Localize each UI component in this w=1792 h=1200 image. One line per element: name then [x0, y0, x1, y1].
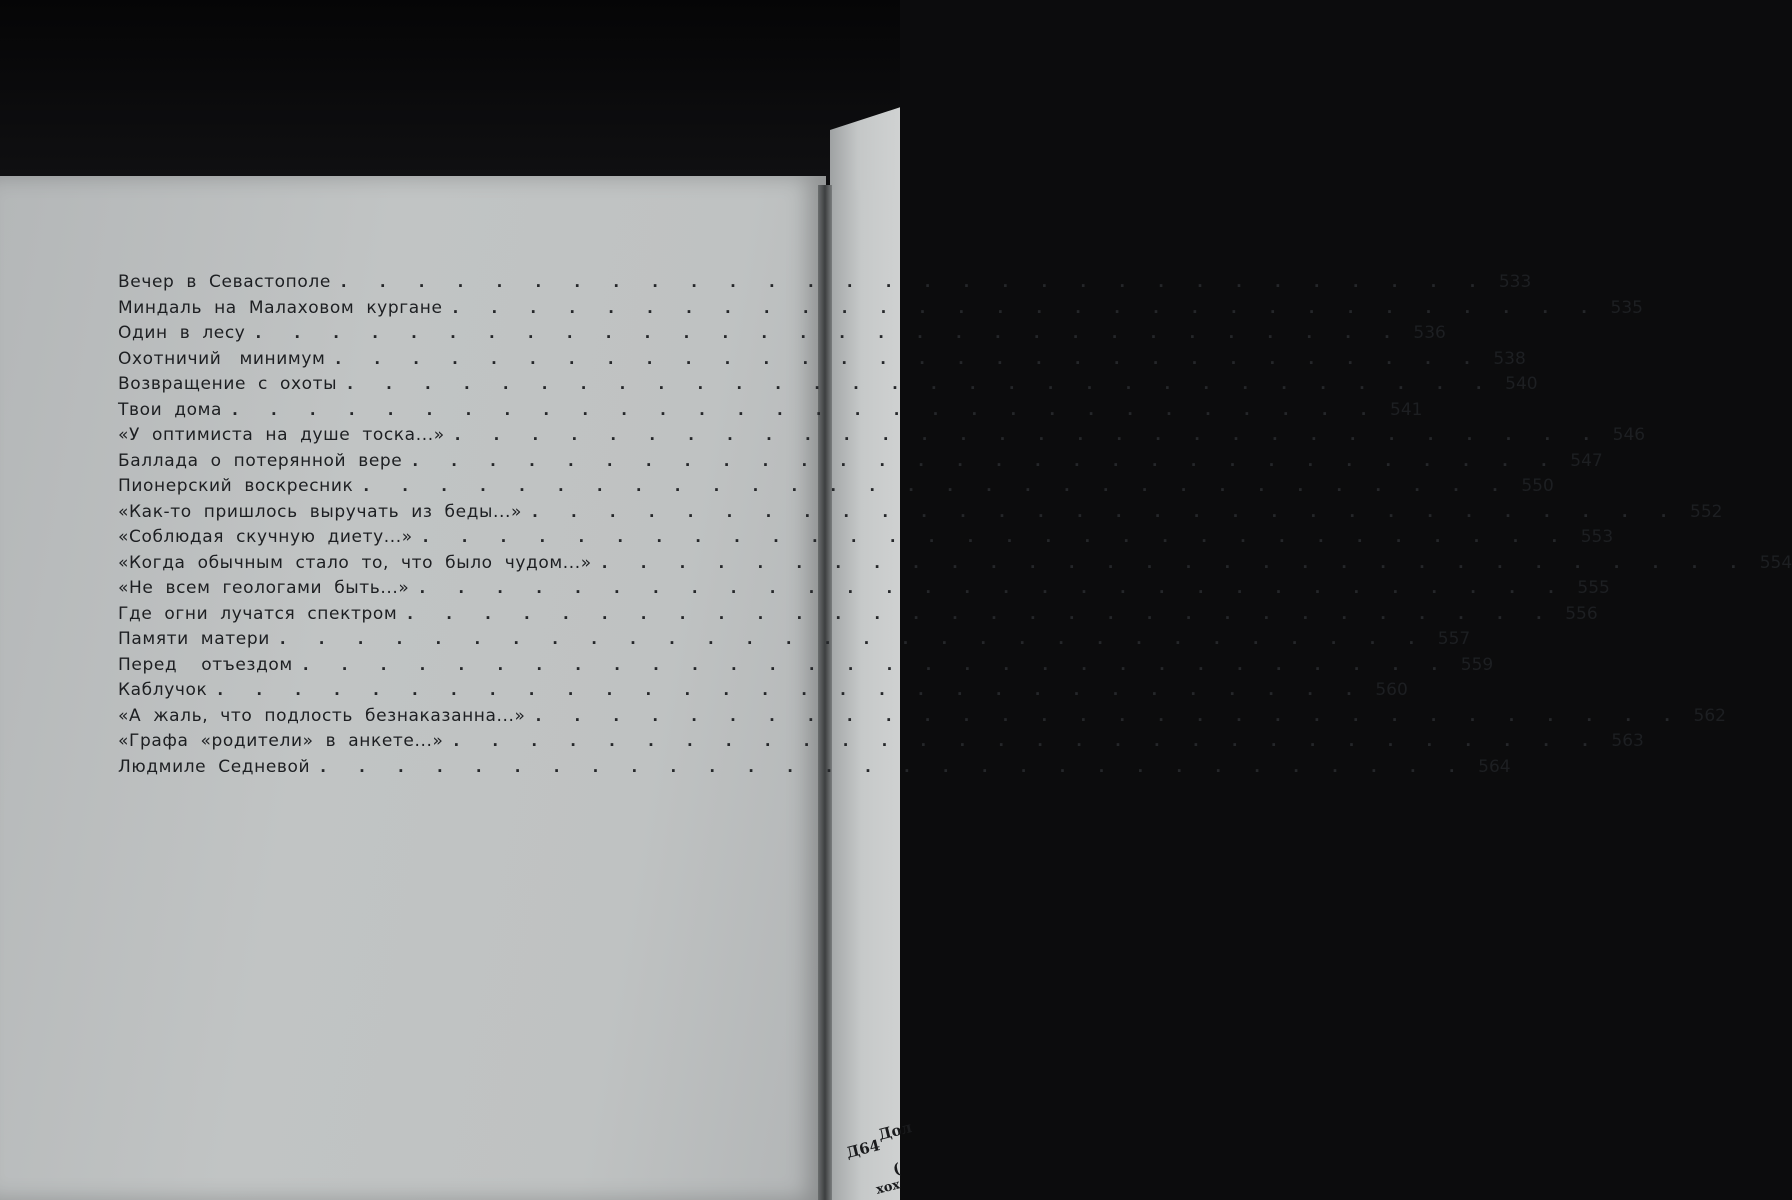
- toc-entry-page: 533: [1498, 272, 1532, 292]
- toc-entry-page: 535: [1610, 297, 1643, 318]
- dot-leader: . . . . . . . . . . . . . . . . . . . . . . . . . . . . . .: [217, 681, 1366, 699]
- toc-entry-title: Где огни лучатся спектром: [118, 603, 398, 624]
- toc-entry-title: Перед отъездом: [118, 654, 293, 675]
- dot-leader: . . . . . . . . . . . . . . . . . . . . . . . . . . . . . .: [363, 477, 1512, 495]
- toc-entry: [118, 756, 1511, 783]
- dot-leader: . . . . . . . . . . . . . . . . . . . . . . . . . . . . . .: [532, 502, 1681, 521]
- toc-entry-title: Пионерский воскресник: [118, 476, 354, 496]
- toc-entry-page: 541: [1390, 399, 1423, 420]
- dot-leader: . . . . . . . . . . . . . . . . . . . . . . . . . . . . . .: [601, 553, 1751, 572]
- toc-entry-page: 550: [1521, 476, 1554, 496]
- toc-entry-page: 562: [1693, 705, 1726, 726]
- toc-entry: [118, 272, 1532, 298]
- dot-leader: . . . . . . . . . . . . . . . . . . . . . . . . . . . . . .: [302, 655, 1452, 674]
- dot-leader: . . . . . . . . . . . . . . . . . . . . . . . . . . . . . .: [347, 375, 1496, 393]
- toc-entry: [118, 374, 1538, 400]
- toc-entry-title: Миндаль на Малаховом кургане: [118, 297, 443, 318]
- dot-leader: . . . . . . . . . . . . . . . . . . . . . . . . . . . . . .: [452, 298, 1601, 317]
- toc-entry-title: Баллада о потерянной вере: [118, 450, 403, 471]
- toc-entry: [118, 297, 1643, 324]
- toc-entry-title: Каблучок: [118, 680, 208, 700]
- toc-entry-title: «У оптимиста на душе тоска...»: [118, 425, 445, 445]
- toc-entry: [118, 348, 1526, 375]
- toc-entry: [118, 680, 1408, 706]
- toc-entry-page: 546: [1612, 425, 1646, 445]
- toc-entry-title: Один в лесу: [118, 323, 246, 343]
- toc-entry: [118, 705, 1726, 732]
- toc-entry-title: Охотничий минимум: [118, 348, 326, 369]
- toc-entry-title: «Графа «родители» в анкете...»: [118, 731, 444, 751]
- next-page-text: (: [890, 1159, 903, 1179]
- dot-leader: . . . . . . . . . . . . . . . . . . . . . . . . . . . . . .: [320, 757, 1469, 776]
- toc-entry-page: 547: [1570, 450, 1603, 471]
- toc-entry: [118, 731, 1644, 757]
- toc-entry-page: 557: [1437, 629, 1471, 649]
- toc-entry: [118, 527, 1614, 553]
- toc-entry-title: «А жаль, что подлость безнаказанна...»: [118, 705, 526, 726]
- dot-leader: . . . . . . . . . . . . . . . . . . . . . . . . . . . . . .: [422, 528, 1572, 546]
- dot-leader: . . . . . . . . . . . . . . . . . . . . . . . . . . . . . .: [335, 349, 1484, 368]
- toc-entry-page: 536: [1413, 323, 1446, 343]
- next-page-text: Д64: [844, 1136, 882, 1162]
- dot-leader: . . . . . . . . . . . . . . . . . . . . . . . . . . . . . .: [454, 426, 1604, 444]
- toc-entry-title: «Соблюдая скучную диету...»: [118, 527, 413, 547]
- dot-leader: . . . . . . . . . . . . . . . . . . . . . . . . . . . . . .: [340, 273, 1490, 291]
- toc-entry-title: Вечер в Севастополе: [118, 272, 331, 292]
- toc-entry: [118, 603, 1598, 630]
- toc-entry-page: 538: [1493, 348, 1526, 369]
- next-page-text: Дол: [876, 1118, 914, 1144]
- table-of-contents: [118, 272, 1792, 782]
- toc-entry-page: 564: [1478, 756, 1511, 777]
- toc-entry: [118, 399, 1423, 426]
- toc-entry: [118, 476, 1554, 502]
- dot-leader: . . . . . . . . . . . . . . . . . . . . . . . . . . . . . .: [407, 604, 1556, 623]
- toc-entry-page: 556: [1565, 603, 1598, 624]
- toc-entry-page: 555: [1577, 578, 1610, 598]
- toc-entry-title: Твои дома: [118, 399, 223, 420]
- dot-leader: . . . . . . . . . . . . . . . . . . . . . . . . . . . . . .: [232, 400, 1381, 419]
- toc-entry: [118, 323, 1446, 349]
- toc-entry-page: 563: [1611, 731, 1644, 751]
- toc-entry-page: 552: [1690, 501, 1723, 522]
- dot-leader: . . . . . . . . . . . . . . . . . . . . . . . . . . . . . .: [453, 732, 1602, 750]
- dot-leader: . . . . . . . . . . . . . . . . . . . . . . . . . . . . . .: [535, 706, 1684, 725]
- toc-entry: [118, 450, 1603, 477]
- toc-entry: [118, 552, 1792, 579]
- dot-leader: . . . . . . . . . . . . . . . . . . . . . . . . . . . . . .: [412, 451, 1561, 470]
- toc-entry-title: Возвращение с охоты: [118, 374, 338, 394]
- toc-entry-title: «Как-то пришлось выручать из беды...»: [118, 501, 523, 522]
- toc-entry-page: 554: [1759, 552, 1792, 573]
- toc-entry-page: 560: [1375, 680, 1408, 700]
- dot-leader: . . . . . . . . . . . . . . . . . . . . . . . . . . . . . .: [419, 579, 1568, 597]
- toc-entry: [118, 578, 1610, 604]
- toc-entry: [118, 425, 1646, 451]
- toc-entry-title: «Когда обычным стало то, что было чудом...»: [118, 552, 592, 573]
- toc-entry-page: 553: [1580, 527, 1614, 547]
- toc-entry: [118, 654, 1494, 681]
- toc-entry-page: 540: [1505, 374, 1538, 394]
- dot-leader: . . . . . . . . . . . . . . . . . . . . . . . . . . . . . .: [279, 630, 1429, 648]
- toc-entry-page: 559: [1460, 654, 1494, 675]
- toc-entry: [118, 501, 1723, 528]
- next-page-text: хох: [874, 1177, 902, 1198]
- toc-entry-title: «Не всем геологами быть...»: [118, 578, 410, 598]
- toc-entry-title: Людмиле Седневой: [118, 756, 311, 777]
- dark-background: [0, 0, 900, 180]
- toc-entry: [118, 629, 1471, 655]
- toc-entry-title: Памяти матери: [118, 629, 270, 649]
- dot-leader: . . . . . . . . . . . . . . . . . . . . . . . . . . . . . .: [255, 324, 1404, 342]
